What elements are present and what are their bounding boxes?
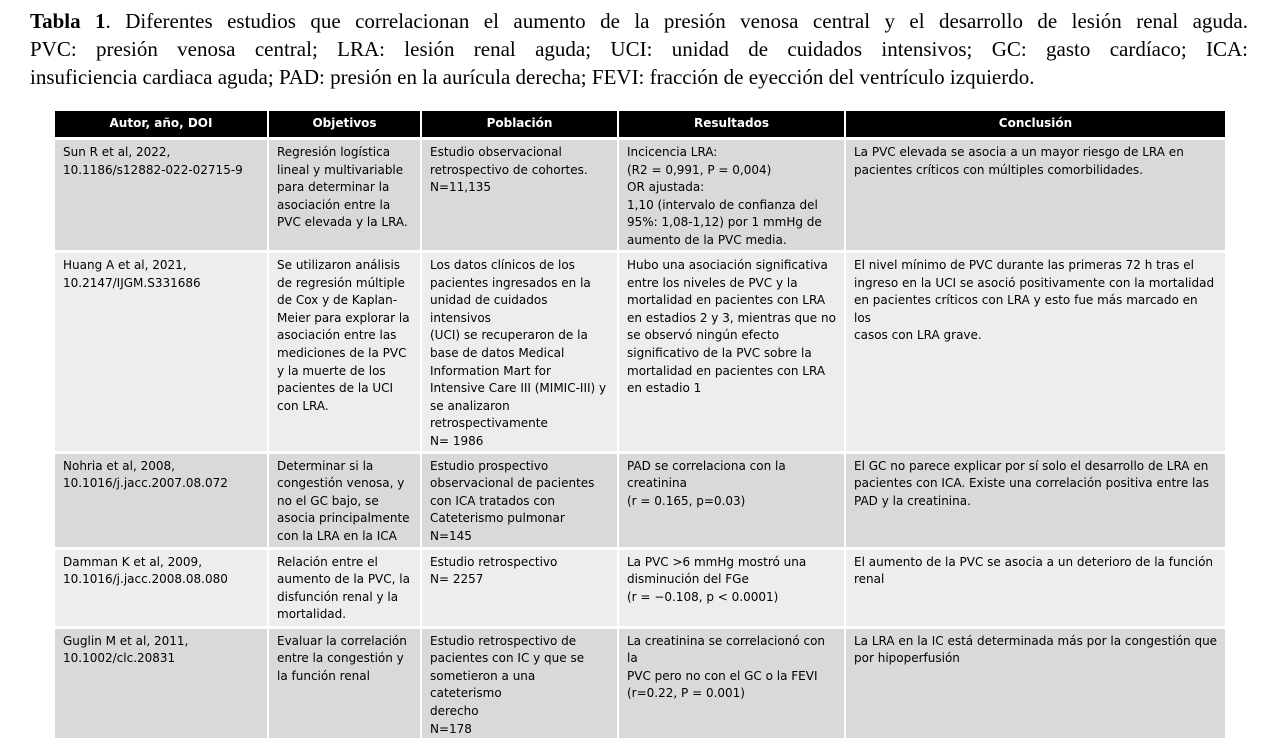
header-population: Población xyxy=(421,111,618,139)
caption-line-1 xyxy=(30,7,1248,35)
table-row xyxy=(55,627,1225,738)
cell-population: Estudio retrospectivo N= 2257 xyxy=(421,548,618,627)
table-row xyxy=(55,548,1225,627)
cell-results: Hubo una asociación significativa entre los niveles de PVC y la mortalidad en pacientes con LRA en estadios 2 y 3, mientras que no se observó ningún efecto significativo de la PVC sobre la mortalidad en pacientes con LRA en estadio 1 xyxy=(618,252,845,453)
cell-conclusion: El nivel mínimo de PVC durante las primeras 72 h tras el ingreso en la UCI se asoció positivamente con la mortalidad en pacientes críticos con LRA y esto fue más marcado en los casos con LRA grave. xyxy=(845,252,1225,453)
caption-text-1: . Diferentes estudios que correlacionan el aumento de la presión venosa central y el desarrollo de lesión renal aguda. xyxy=(105,9,1249,33)
cell-population: Estudio prospectivo observacional de pacientes con ICA tratados con Cateterismo pulmonar N=145 xyxy=(421,452,618,548)
cell-population: Los datos clínicos de los pacientes ingresados en la unidad de cuidados intensivos (UCI) se recuperaron de la base de datos Medical Information Mart for Intensive Care III (MIMIC-III) y se analizaron retrospectivamente N= 1986 xyxy=(421,252,618,453)
cell-author: Sun R et al, 2022, 10.1186/s12882-022-02715-9 xyxy=(55,139,268,252)
table-row xyxy=(55,139,1225,252)
caption-label: Tabla 1 xyxy=(30,9,106,33)
cell-author: Guglin M et al, 2011, 10.1002/clc.20831 xyxy=(55,627,268,738)
caption-line-2: PVC: presión venosa central; LRA: lesión renal aguda; UCI: unidad de cuidados intensivos; GC: gasto cardíaco; ICA: xyxy=(30,37,1248,61)
cell-objective: Determinar si la congestión venosa, y no el GC bajo, se asocia principalmente con la LRA en la ICA xyxy=(268,452,421,548)
cell-author: Damman K et al, 2009, 10.1016/j.jacc.2008.08.080 xyxy=(55,548,268,627)
cell-population: Estudio retrospectivo de pacientes con IC y que se sometieron a una cateterismo derecho N=178 xyxy=(421,627,618,738)
cell-results: La PVC >6 mmHg mostró una disminución del FGe (r = −0.108, p < 0.0001) xyxy=(618,548,845,627)
studies-table xyxy=(55,111,1225,738)
cell-population: Estudio observacional retrospectivo de cohortes. N=11,135 xyxy=(421,139,618,252)
cell-objective: Evaluar la correlación entre la congestión y la función renal xyxy=(268,627,421,738)
cell-results: PAD se correlaciona con la creatinina (r = 0.165, p=0.03) xyxy=(618,452,845,548)
header-author: Autor, año, DOI xyxy=(55,111,268,139)
cell-author: Nohria et al, 2008, 10.1016/j.jacc.2007.08.072 xyxy=(55,452,268,548)
cell-conclusion: La LRA en la IC está determinada más por la congestión que por hipoperfusión xyxy=(845,627,1225,738)
cell-objective: Se utilizaron análisis de regresión múltiple de Cox y de Kaplan- Meier para explorar la asociación entre las mediciones de la PVC y la muerte de los pacientes de la UCI con LRA. xyxy=(268,252,421,453)
cell-results: La creatinina se correlacionó con la PVC pero no con el GC o la FEVI (r=0.22, P = 0.001) xyxy=(618,627,845,738)
cell-conclusion: La PVC elevada se asocia a un mayor riesgo de LRA en pacientes críticos con múltiples comorbilidades. xyxy=(845,139,1225,252)
table-row xyxy=(55,252,1225,453)
header-results: Resultados xyxy=(618,111,845,139)
header-conclusion: Conclusión xyxy=(845,111,1225,139)
cell-author: Huang A et al, 2021, 10.2147/IJGM.S331686 xyxy=(55,252,268,453)
cell-results: Incicencia LRA: (R2 = 0,991, P = 0,004) OR ajustada: 1,10 (intervalo de confianza del 95%: 1,08-1,12) por 1 mmHg de aumento de la PVC media. xyxy=(618,139,845,252)
cell-conclusion: El aumento de la PVC se asocia a un deterioro de la función renal xyxy=(845,548,1225,627)
table-header-row xyxy=(55,111,1225,139)
table-caption xyxy=(30,7,1248,91)
caption-line-3: insuficiencia cardiaca aguda; PAD: presión en la aurícula derecha; FEVI: fracción de eyección del ventrículo izquierdo. xyxy=(30,65,1035,89)
header-objectives: Objetivos xyxy=(268,111,421,139)
cell-objective: Relación entre el aumento de la PVC, la disfunción renal y la mortalidad. xyxy=(268,548,421,627)
cell-conclusion: El GC no parece explicar por sí solo el desarrollo de LRA en pacientes con ICA. Existe una correlación positiva entre las PAD y la creatinina. xyxy=(845,452,1225,548)
cell-objective: Regresión logística lineal y multivariable para determinar la asociación entre la PVC elevada y la LRA. xyxy=(268,139,421,252)
table-row xyxy=(55,452,1225,548)
